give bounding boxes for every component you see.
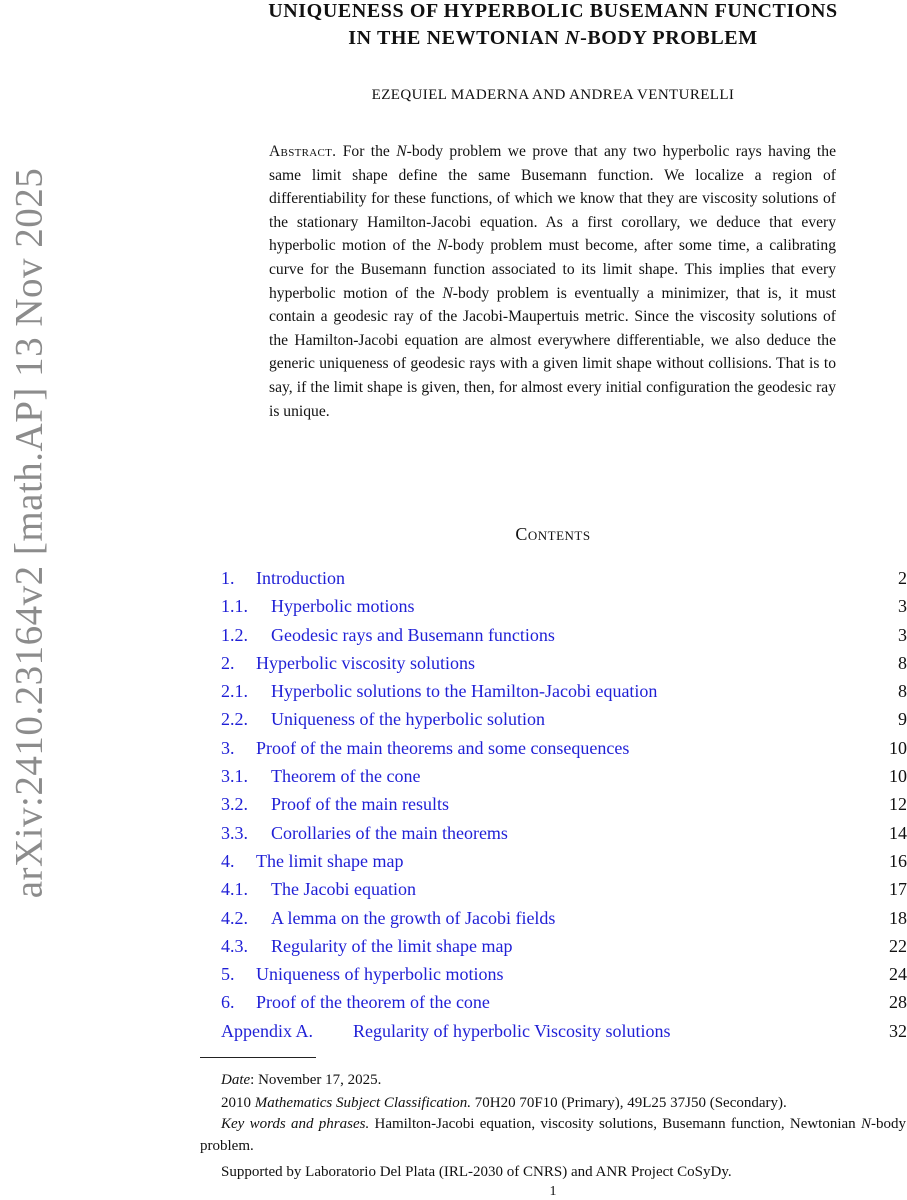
- footnote-rule: [200, 1057, 316, 1058]
- footnote-support: Supported by Laboratorio Del Plata (IRL-2030 of CNRS) and ANR Project CoSyDy.: [221, 1164, 732, 1180]
- contents-heading: Contents: [515, 524, 591, 544]
- toc-entry[interactable]: 2.1. Hyperbolic solutions to the Hamilton-Jacobi equation 8: [221, 681, 907, 702]
- toc-entry[interactable]: 4.3. Regularity of the limit shape map 22: [221, 935, 907, 956]
- toc-entry[interactable]: 2. Hyperbolic viscosity solutions 8: [221, 652, 907, 673]
- toc-entry[interactable]: 3.1. Theorem of the cone 10: [221, 766, 907, 787]
- toc-entry[interactable]: 3. Proof of the main theorems and some consequences 10: [221, 737, 907, 758]
- page-number: 1: [549, 1184, 557, 1199]
- footnote-msc: 2010 Mathematics Subject Classification. 70H20 70F10 (Primary), 49L25 37J50 (Secondary).: [221, 1095, 787, 1111]
- toc-entry[interactable]: Appendix A. Regularity of hyperbolic Viscosity solutions 32: [221, 1020, 907, 1041]
- toc-entry[interactable]: 3.2. Proof of the main results 12: [221, 794, 907, 815]
- abstract-label: Abstract.: [269, 143, 337, 160]
- abstract: Abstract. For the N-body problem we prove that any two hyperbolic rays having the same limit shape define the same Busemann function. We localize a region of differentiability for these functions, of which we know that they are viscosity solutions of the stationary Hamilton-Jacobi equation. As a first corollary, we deduce that every hyperbolic motion of the N-body problem must become, after some time, a calibrating curve for the Busemann function associated to its limit shape. This implies that every hyperbolic motion of the N-body problem is eventually a minimizer, that is, it must contain a geodesic ray of the Jacobi-Maupertuis metric. Since the viscosity solutions of the Hamilton-Jacobi equation are almost everywhere differentiable, we also deduce the generic uniqueness of geodesic rays with a given limit shape without collisions. That is to say, if the limit shape is given, then, for almost every initial configuration the geodesic ray is unique.: [269, 143, 836, 420]
- paper-title: [200, 0, 906, 52]
- toc-entry[interactable]: 4.1. The Jacobi equation 17: [221, 879, 907, 900]
- toc-entry[interactable]: 6. Proof of the theorem of the cone 28: [221, 992, 907, 1013]
- arxiv-identifier-stamp: [4, 160, 54, 905]
- toc-entry[interactable]: 2.2. Uniqueness of the hyperbolic solution 9: [221, 709, 907, 730]
- toc-entry[interactable]: 3.3. Corollaries of the main theorems 14: [221, 822, 907, 843]
- footnote-date: Date: November 17, 2025.: [221, 1072, 382, 1088]
- title-line-1: UNIQUENESS OF HYPERBOLIC BUSEMANN FUNCTIONS: [268, 0, 838, 22]
- toc-entry[interactable]: 4.2. A lemma on the growth of Jacobi fields 18: [221, 907, 907, 928]
- toc-entry[interactable]: 4. The limit shape map 16: [221, 850, 907, 871]
- title-line-2: IN THE NEWTONIAN N-BODY PROBLEM: [348, 27, 758, 49]
- toc-entry[interactable]: 1.2. Geodesic rays and Busemann functions 3: [221, 624, 907, 645]
- toc-entry[interactable]: 5. Uniqueness of hyperbolic motions 24: [221, 964, 907, 985]
- toc-entry[interactable]: 1. Introduction 2: [221, 568, 907, 588]
- footnote-keywords: Key words and phrases. Hamilton-Jacobi equation, viscosity solutions, Busemann function, Newtonian N-body problem.: [200, 1116, 906, 1154]
- toc-entry[interactable]: 1.1. Hyperbolic motions 3: [221, 596, 907, 617]
- table-of-contents: [221, 564, 907, 1045]
- paper-authors: EZEQUIEL MADERNA AND ANDREA VENTURELLI: [371, 87, 735, 103]
- arxiv-identifier-text: arXiv:2410.23164v2 [math.AP] 13 Nov 2025: [7, 167, 51, 898]
